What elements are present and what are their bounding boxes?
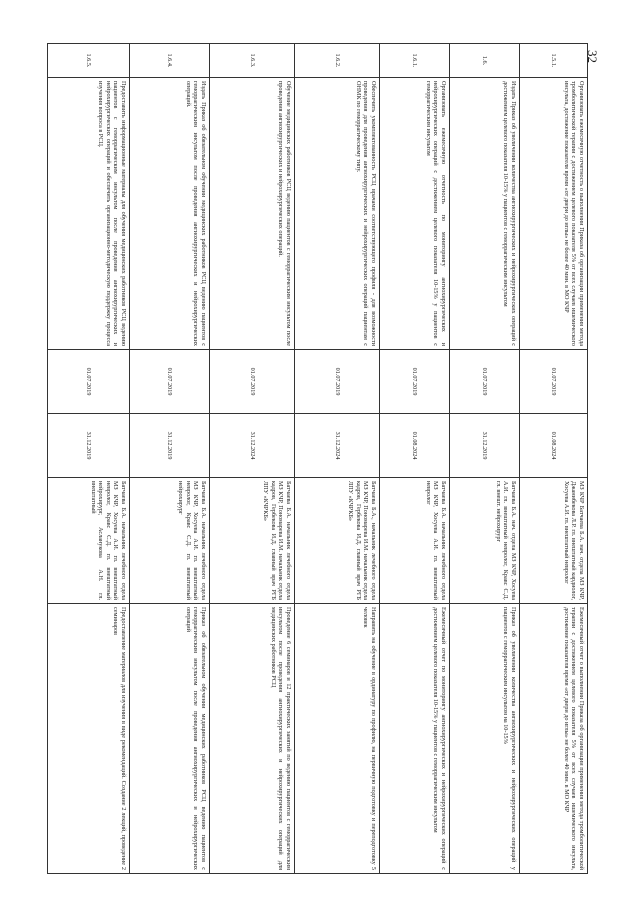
row-number: 1.6.3. [210, 44, 295, 78]
task-text: Предоставить информационные материалы для обучения медицинских работников РСЦ ведению пациентов с геморрагическим инсультом после проведения ангиохирургических и нейрохирургических операций и обеспечить организационно-методическую поддержку процесса изучения вопроса в РСЦ. [48, 78, 130, 350]
responsible: МЗ КЧР Батчаева Б.А. нач. отдела МЗ КЧР, Джанибекова Л.Р. гл. внештатный кардиолог, Хосуева А.И. гл. внештатный невролог [520, 478, 588, 604]
task-text: Обеспечить укомплектованность РСЦ врачами соответствующего профиля - для возможности проведения для проведения ангиохирургических и нейрохирургических операций пациентам с ОНМК по геморрагическому типу. [295, 78, 380, 350]
task-text: Издать Приказ об увеличении количества ангиохирургических и нейрохирургических операций с достижением целевого показателя 10-15% у пациентов с геморрагическим инсультом [450, 78, 520, 350]
task-text: Обучение медицинских работников РСЦ ведению пациентов с геморрагическим инсультом после проведения ангиохирургических и нейрохирургических операций. [210, 78, 295, 350]
end-date: 31.12.2019 [130, 414, 210, 478]
start-date: 01.07.2019 [130, 350, 210, 414]
responsible: Батчаева Б.А. нач. отдела МЗ КЧР, Хосуева А.И. гл. внештатный невролог, Кравс С.Д. гл. внешт. нейрохирург [450, 478, 520, 604]
responsible: Батчаева Б.А., начальник лечебного отдела МЗ КЧР, Пономарева И.М. начальник отдела кадров, Гербекова И.Д. главный врач РГБ ЛПУ «КЧРКБ» [295, 478, 380, 604]
end-date: 01.08.2024 [520, 414, 588, 478]
start-date: 01.07.2019 [295, 350, 380, 414]
page-number: 32 [585, 50, 600, 63]
responsible: Батчаева Б.А. начальник лечебного отдела МЗ КЧР, Хосуева А.И. гл. внештатный невролог, Кравс С.Д. гл. внештатный нейрохирург [130, 478, 210, 604]
row-number: 1.6.2. [295, 44, 380, 78]
result-text: Предоставление материалов для изучения в виде рекомендаций. Создание 2 лекций, проведение 2 семинаров [48, 604, 130, 874]
row-number: 1.6. [450, 44, 520, 78]
table-row [520, 44, 588, 874]
responsible: Батчаева Б.А. начальник лечебного отдела МЗ КЧР, Пономарева И.М. начальник отдела кадров, Гербекова И.Д. главный врач РГБ ЛПУ «КЧРКБ» [210, 478, 295, 604]
table-row [210, 44, 295, 874]
table-row [450, 44, 520, 874]
row-number: 1.6.4. [130, 44, 210, 78]
start-date: 01.07.2019 [380, 350, 450, 414]
row-number: 1.6.1. [380, 44, 450, 78]
result-text: Направить на обучение в ординатуру по профилю, на первичную подготовку и переподготовку 5 человек [295, 604, 380, 874]
result-text: Приказ об обязательном обучении медицинских работников РСЦ ведению пациентов с геморрагическим инсультом после проведения ангиохирургических и нейрохирургических операций [130, 604, 210, 874]
start-date: 01.07.2019 [210, 350, 295, 414]
task-text: Издать Приказ об обязательном обучении медицинских работников РСЦ ведению пациентов с геморрагическим инсультом после проведения ангиохирургических и нейрохирургических операций. [130, 78, 210, 350]
result-text: Приказ об увеличении количества ангиохирургических и нейрохирургических операций у пациентов с геморрагическим инсультом на 10-15% [450, 604, 520, 874]
result-text: Ежемесячный отчет по мониторингу ангиохирургических и нейрохирургических операций с достижением целевого показателя 10-15% у пациентов с геморрагическим инсультом [380, 604, 450, 874]
rotated-table-container [48, 43, 588, 873]
start-date: 01.07.2019 [520, 350, 588, 414]
start-date: 01.07.2019 [48, 350, 130, 414]
table-row [295, 44, 380, 874]
result-text: Ежемесячный отчет о выполнении Приказа об организации применения метода тромболитической терапии с достижением целевого показателя 5% от всех случаев ишемического инсульта, достижение показателя время «от двери до иглы» не более 40 мин. в МО КЧР [520, 604, 588, 874]
start-date: 01.07.2019 [450, 350, 520, 414]
table-row [130, 44, 210, 874]
responsible: Батчаева Б.А. начальник лечебного отдела МЗ КЧР, Хосуева А.И. гл. внештатный невролог, Кравс С.Д. гл. внештатный нейрохирург, Асланукова А.Н. гл. внештатный [48, 478, 130, 604]
end-date: 31.12.2019 [450, 414, 520, 478]
row-number: 1.5.1. [520, 44, 588, 78]
result-text: Проведение 6 семинаров и 12 практических занятий по ведению пациентов с геморрагическим инсультом после проведения ангиохирургических и нейрохирургических операций для медицинских работников РСЦ [210, 604, 295, 874]
end-date: 31.12.2024 [210, 414, 295, 478]
end-date: 01.08.2024 [380, 414, 450, 478]
table-row [380, 44, 450, 874]
responsible: Батчаева Б.А. начальник лечебного отдела МЗ КЧР, Хосуева А.И. гл. внештатный невролог [380, 478, 450, 604]
action-plan-table [47, 43, 588, 874]
table-row [48, 44, 130, 874]
row-number: 1.6.5. [48, 44, 130, 78]
end-date: 31.12.2024 [295, 414, 380, 478]
task-text: Организовать ежемесячную отчетность по мониторингу ангиохирургических и нейрохирургических операций с достижением целевого показателя 10-15% у пациентов с геморрагическим инсультом [380, 78, 450, 350]
end-date: 31.12.2019 [48, 414, 130, 478]
task-text: Организовать ежемесячную отчетность о выполнении Приказа об организации применения метода тромболитической терапии с достижением целевого показателя 5% от всех случаев ишемического инсульта, достижение показателя время «от двери до иглы» не более 40 мин. в МО КЧР [520, 78, 588, 350]
